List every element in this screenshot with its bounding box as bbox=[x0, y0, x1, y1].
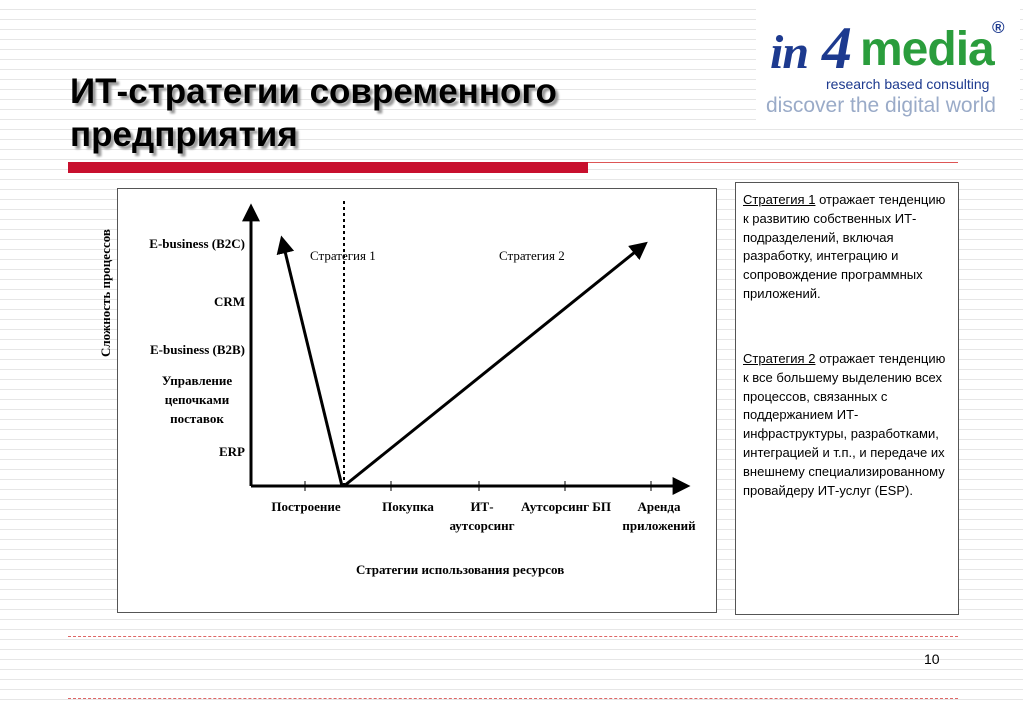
strategy-1-name: Стратегия 1 bbox=[743, 192, 816, 207]
strategy-description-panel bbox=[735, 182, 959, 615]
slide-title: ИТ-стратегии современного предприятия bbox=[70, 72, 557, 154]
x-label-buy: Покупка bbox=[382, 499, 434, 514]
strategy-2-name: Стратегия 2 bbox=[743, 351, 816, 366]
company-logo bbox=[756, 0, 1020, 128]
strategy-2-description bbox=[743, 350, 953, 500]
top-divider bbox=[588, 162, 958, 163]
x-label-app-rental: Аренда приложений bbox=[622, 499, 696, 533]
logo-tagline: research based consulting bbox=[826, 76, 990, 92]
page-number: 10 bbox=[924, 651, 940, 667]
strategy-2-text: отражает тенденцию к все большему выделению всех процессов, связанных с поддержанием ИТ-инфраструктуры, разработками, интеграцией и т.п., и передаче их внешнему специализированному провайдеру ИТ-услуг (ESP). bbox=[743, 351, 946, 498]
logo-text-in: in bbox=[770, 26, 809, 79]
strategy-1-text: отражает тенденцию к развитию собственных ИТ-подразделений, включая разработку, интеграцию и сопровождение программных приложений. bbox=[743, 192, 946, 301]
y-label-crm: CRM bbox=[213, 294, 245, 309]
strategy-diagram: Сложность процессов E-business (B2C) CRM E-business (B2B) Управление цепочками поставок ERP Стратегия 1 Стратегия 2 Построение Покупка ИТ-аутсорсинг Аутсорсинг БП Аренда приложений Стратегии использования ресурсов bbox=[117, 188, 717, 613]
logo-slogan: discover the digital world bbox=[766, 94, 996, 117]
strategy-2-label: Стратегия 2 bbox=[499, 248, 565, 263]
y-label-b2c: E-business (B2C) bbox=[149, 236, 245, 251]
x-label-bpo: Аутсорсинг БП bbox=[521, 499, 611, 514]
strategy-1-description bbox=[743, 191, 953, 304]
strategy-2-arrow bbox=[344, 244, 645, 486]
x-axis-title: Стратегии использования ресурсов bbox=[356, 562, 565, 577]
strategy-1-arrow bbox=[282, 239, 342, 486]
y-label-scm: Управление цепочками поставок bbox=[161, 373, 233, 426]
registered-mark: ® bbox=[992, 18, 1005, 37]
logo-text-four: 4 bbox=[822, 15, 852, 81]
y-label-erp: ERP bbox=[219, 444, 245, 459]
footer-divider bbox=[68, 698, 958, 699]
logo-text-media: media bbox=[860, 23, 994, 76]
x-label-it-outsourcing: ИТ-аутсорсинг bbox=[449, 499, 515, 533]
y-label-b2b: E-business (B2B) bbox=[150, 342, 245, 357]
title-underline-bar bbox=[68, 162, 588, 173]
x-label-build: Построение bbox=[271, 499, 341, 514]
strategy-1-label: Стратегия 1 bbox=[310, 248, 376, 263]
bottom-divider bbox=[68, 636, 958, 637]
